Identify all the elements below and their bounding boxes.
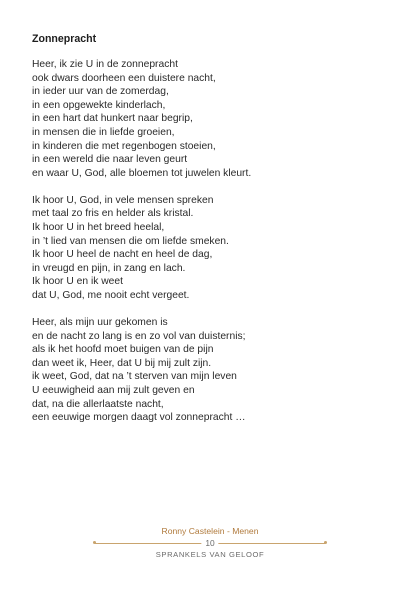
page-number: 10 (201, 537, 218, 549)
poem-title: Zonnepracht (32, 33, 97, 45)
stanza-2 (32, 194, 392, 303)
poem-line: Heer, als mijn uur gekomen is (32, 317, 168, 329)
poem-line: in een hart dat hunkert naar begrip, (32, 113, 193, 125)
stanza-3 (32, 316, 392, 425)
stanza-1 (32, 58, 392, 180)
footer-rule (95, 537, 325, 549)
poem-line: in ’t lied van mensen die om liefde smeken. (32, 235, 229, 247)
poem-line: met taal zo fris en helder als kristal. (32, 208, 194, 220)
poem-line: en waar U, God, alle bloemen tot juwelen kleurt. (32, 167, 252, 179)
rule-end-dot (324, 541, 327, 544)
poem-line: als ik het hoofd moet buigen van de pijn (32, 344, 214, 356)
poem-line: in kinderen die met regenbogen stoeien, (32, 140, 216, 152)
poem-line: en de nacht zo lang is en zo vol van duisternis; (32, 330, 246, 342)
book-title: SPRANKELS VAN GELOOF (155, 550, 265, 559)
poem-line: ik weet, God, dat na ’t sterven van mijn leven (32, 371, 237, 383)
poem-line: een eeuwige morgen daagt vol zonnepracht … (32, 412, 246, 424)
poem-line: Ik hoor U, God, in vele mensen spreken (32, 194, 214, 206)
poem-line: dan weet ik, Heer, dat U bij mij zult zijn. (32, 357, 212, 369)
poem-line: in ieder uur van de zomerdag, (32, 86, 169, 98)
poem-line: dat, na die allerlaatste nacht, (32, 398, 164, 410)
poem-line: in mensen die in liefde groeien, (32, 126, 175, 138)
poem-line: Ik hoor U en ik weet (32, 276, 123, 288)
poem-line: dat U, God, me nooit echt vergeet. (32, 290, 190, 301)
poem-body (32, 58, 392, 438)
poem-line: Heer, ik zie U in de zonnepracht (32, 59, 178, 70)
poem-line: Ik hoor U in het breed heelal, (32, 222, 165, 234)
poem-line: Ik hoor U heel de nacht en heel de dag, (32, 249, 213, 261)
poem-line: in een wereld die naar leven geurt (32, 154, 188, 166)
poem-line: in een opgewekte kinderlach, (32, 99, 166, 111)
author-credit: Ronny Castelein - Menen (161, 526, 259, 536)
poem-line: ook dwars doorheen een duistere nacht, (32, 72, 216, 84)
poem-line: in vreugd en pijn, in zang en lach. (32, 262, 186, 274)
poem-line: U eeuwigheid aan mij zult geven en (32, 385, 195, 397)
page-footer (0, 526, 420, 560)
